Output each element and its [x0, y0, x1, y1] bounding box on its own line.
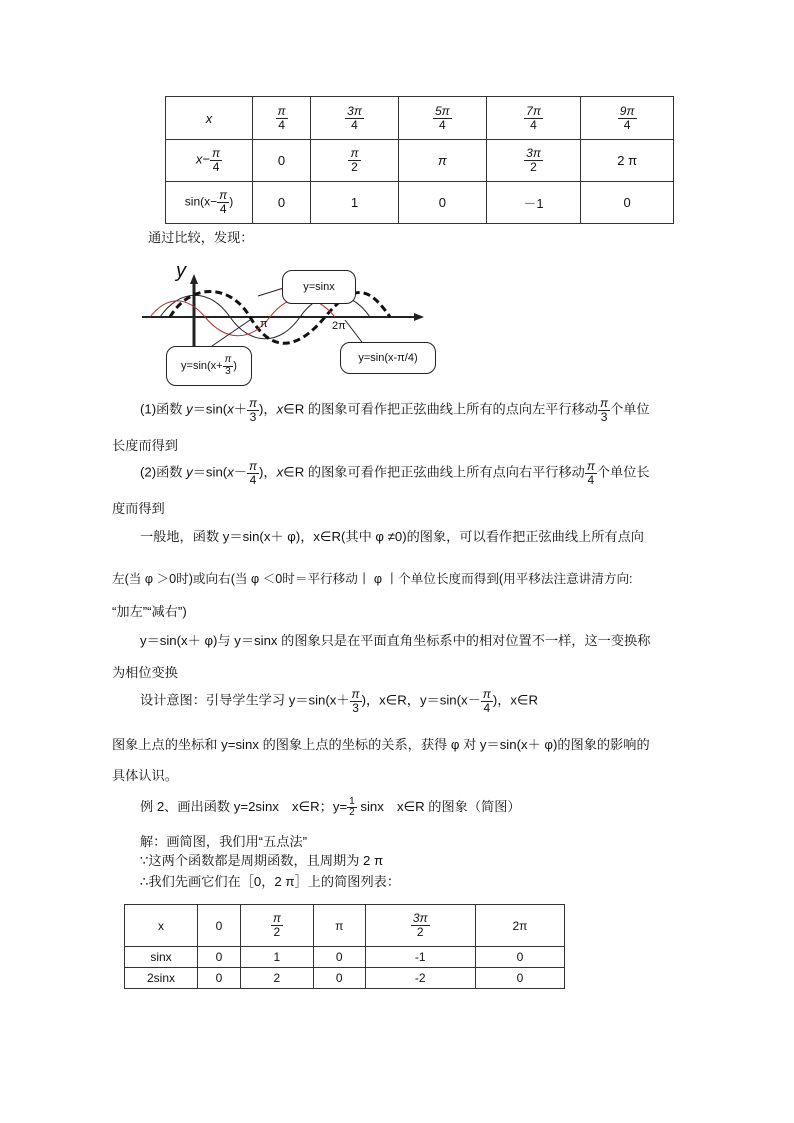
x-axis-arrow [414, 313, 424, 321]
table-cell: 0 [398, 182, 486, 224]
y-axis-arrow [190, 274, 198, 284]
paragraph-2: (2)函数 y＝sin(x－ $\frac{\pi}{4}$ )，x∈R 的图象可看作把正弦曲线上所有点向右平行移动 $\frac{\pi}{4}$ 个单位长 [140, 459, 650, 487]
table-cell: $\frac{\pi}{2}$ [311, 140, 399, 182]
table-cell: -2 [365, 968, 475, 989]
table-header: 0 [198, 905, 241, 947]
paragraph-5-line-1: 图象上点的坐标和 y=sinx 的图象上点的坐标的关系，获得 φ 对 y＝sin(x＋ φ)的图象的影响的 [112, 737, 650, 752]
design-intent: 设计意图：引导学生学习 y＝sin(x＋ $\frac{\pi}{3}$ )，x∈R，y＝sin(x－ $\frac{\pi}{4}$ )，x∈R [140, 687, 539, 715]
table-cell: π [398, 140, 486, 182]
y-axis-label: y [176, 260, 186, 282]
table-row [125, 968, 565, 989]
table-header: π [313, 905, 365, 947]
label-2pi: 2π [332, 320, 346, 332]
callout-pointer [212, 320, 250, 346]
table-cell: 0 [253, 182, 311, 224]
label-pi: π [260, 318, 268, 330]
table-cell: 2 π [581, 140, 674, 182]
solution-line-2: ∵这两个函数都是周期函数，且周期为 2 π [140, 853, 384, 868]
table-cell: 0 [253, 140, 311, 182]
table-header: $\frac{\pi}{2}$ [240, 905, 313, 947]
paragraph-3-line-3: “加左”“减右”) [112, 604, 187, 619]
table-cell: 1 [240, 947, 313, 968]
row-header-x-shift: x− $\frac{\pi}{4}$ [166, 140, 253, 182]
callout-sinx: y=sinx [282, 270, 356, 304]
table-cell: $\frac{7\pi}{4}$ [486, 97, 581, 140]
table-header-x: x [125, 905, 198, 947]
callout-sin-minus: y=sin(x-π/4) [340, 342, 436, 374]
table-cell: －1 [486, 182, 581, 224]
table-row [125, 905, 565, 947]
row-label: sinx [125, 947, 198, 968]
value-table-2 [124, 904, 565, 989]
table-cell: 0 [475, 947, 564, 968]
paragraph-4-line-1: y＝sin(x＋ φ)与 y＝sinx 的图象只是在平面直角坐标系中的相对位置不一样，这一变换称 [140, 633, 651, 648]
table-cell: 0 [581, 182, 674, 224]
table-cell: 0 [475, 968, 564, 989]
row-header-x: x [166, 97, 253, 140]
table-header: 2π [475, 905, 564, 947]
solution-line-1: 解：画简图，我们用“五点法” [140, 834, 308, 849]
table-row [166, 182, 674, 224]
solution-line-3: ∴我们先画它们在［0，2 π］上的简图列表： [140, 874, 401, 889]
table-cell: $\frac{5\pi}{4}$ [398, 97, 486, 140]
paragraph-1: (1)函数 y＝sin(x＋ $\frac{\pi}{3}$ )，x∈R 的图象可看作把正弦曲线上所有的点向左平行移动 $\frac{\pi}{3}$ 个单位 [140, 396, 650, 424]
paragraph-4-line-2: 为相位变换 [112, 665, 178, 680]
table-cell: 2 [240, 968, 313, 989]
table-cell: $\frac{\pi}{4}$ [253, 97, 311, 140]
example-2: 例 2、画出函数 y=2sinx x∈R；y= $\frac{1}{2}$ sinx x∈R 的图象（简图） [140, 795, 521, 819]
table-cell: $\frac{3\pi}{2}$ [486, 140, 581, 182]
table-cell: $\frac{3\pi}{4}$ [311, 97, 399, 140]
paragraph-3-line-2: 左(当 φ ＞0时)或向右(当 φ ＜0时＝平行移动丨 φ 丨个单位长度而得到(用平移法注意讲清方向: [112, 572, 633, 586]
table-cell: -1 [365, 947, 475, 968]
row-label: 2sinx [125, 968, 198, 989]
table-cell: 0 [313, 947, 365, 968]
callout-sin-plus: y=sin(x+ $\frac{\pi}{3}$ ) [166, 346, 252, 386]
paragraph-5-line-2: 具体认识。 [112, 768, 178, 783]
compare-text: 通过比较，发现： [148, 230, 254, 245]
table-header: $\frac{3\pi}{2}$ [365, 905, 475, 947]
paragraph-3-line-1: 一般地，函数 y＝sin(x＋ φ)，x∈R(其中 φ ≠0)的图象，可以看作把正弦曲线上所有点向 [140, 529, 644, 544]
table-cell: 0 [198, 968, 241, 989]
paragraph-2-cont: 度而得到 [112, 501, 165, 516]
table-cell: $\frac{9\pi}{4}$ [581, 97, 674, 140]
table-row [125, 947, 565, 968]
table-row [166, 97, 674, 140]
paragraph-1-cont: 长度而得到 [112, 438, 178, 453]
value-table-1 [165, 96, 674, 224]
table-cell: 0 [313, 968, 365, 989]
table-cell: 0 [198, 947, 241, 968]
table-row [166, 140, 674, 182]
row-header-sin: sin(x− $\frac{\pi}{4}$ ) [166, 182, 253, 224]
table-cell: 1 [311, 182, 399, 224]
